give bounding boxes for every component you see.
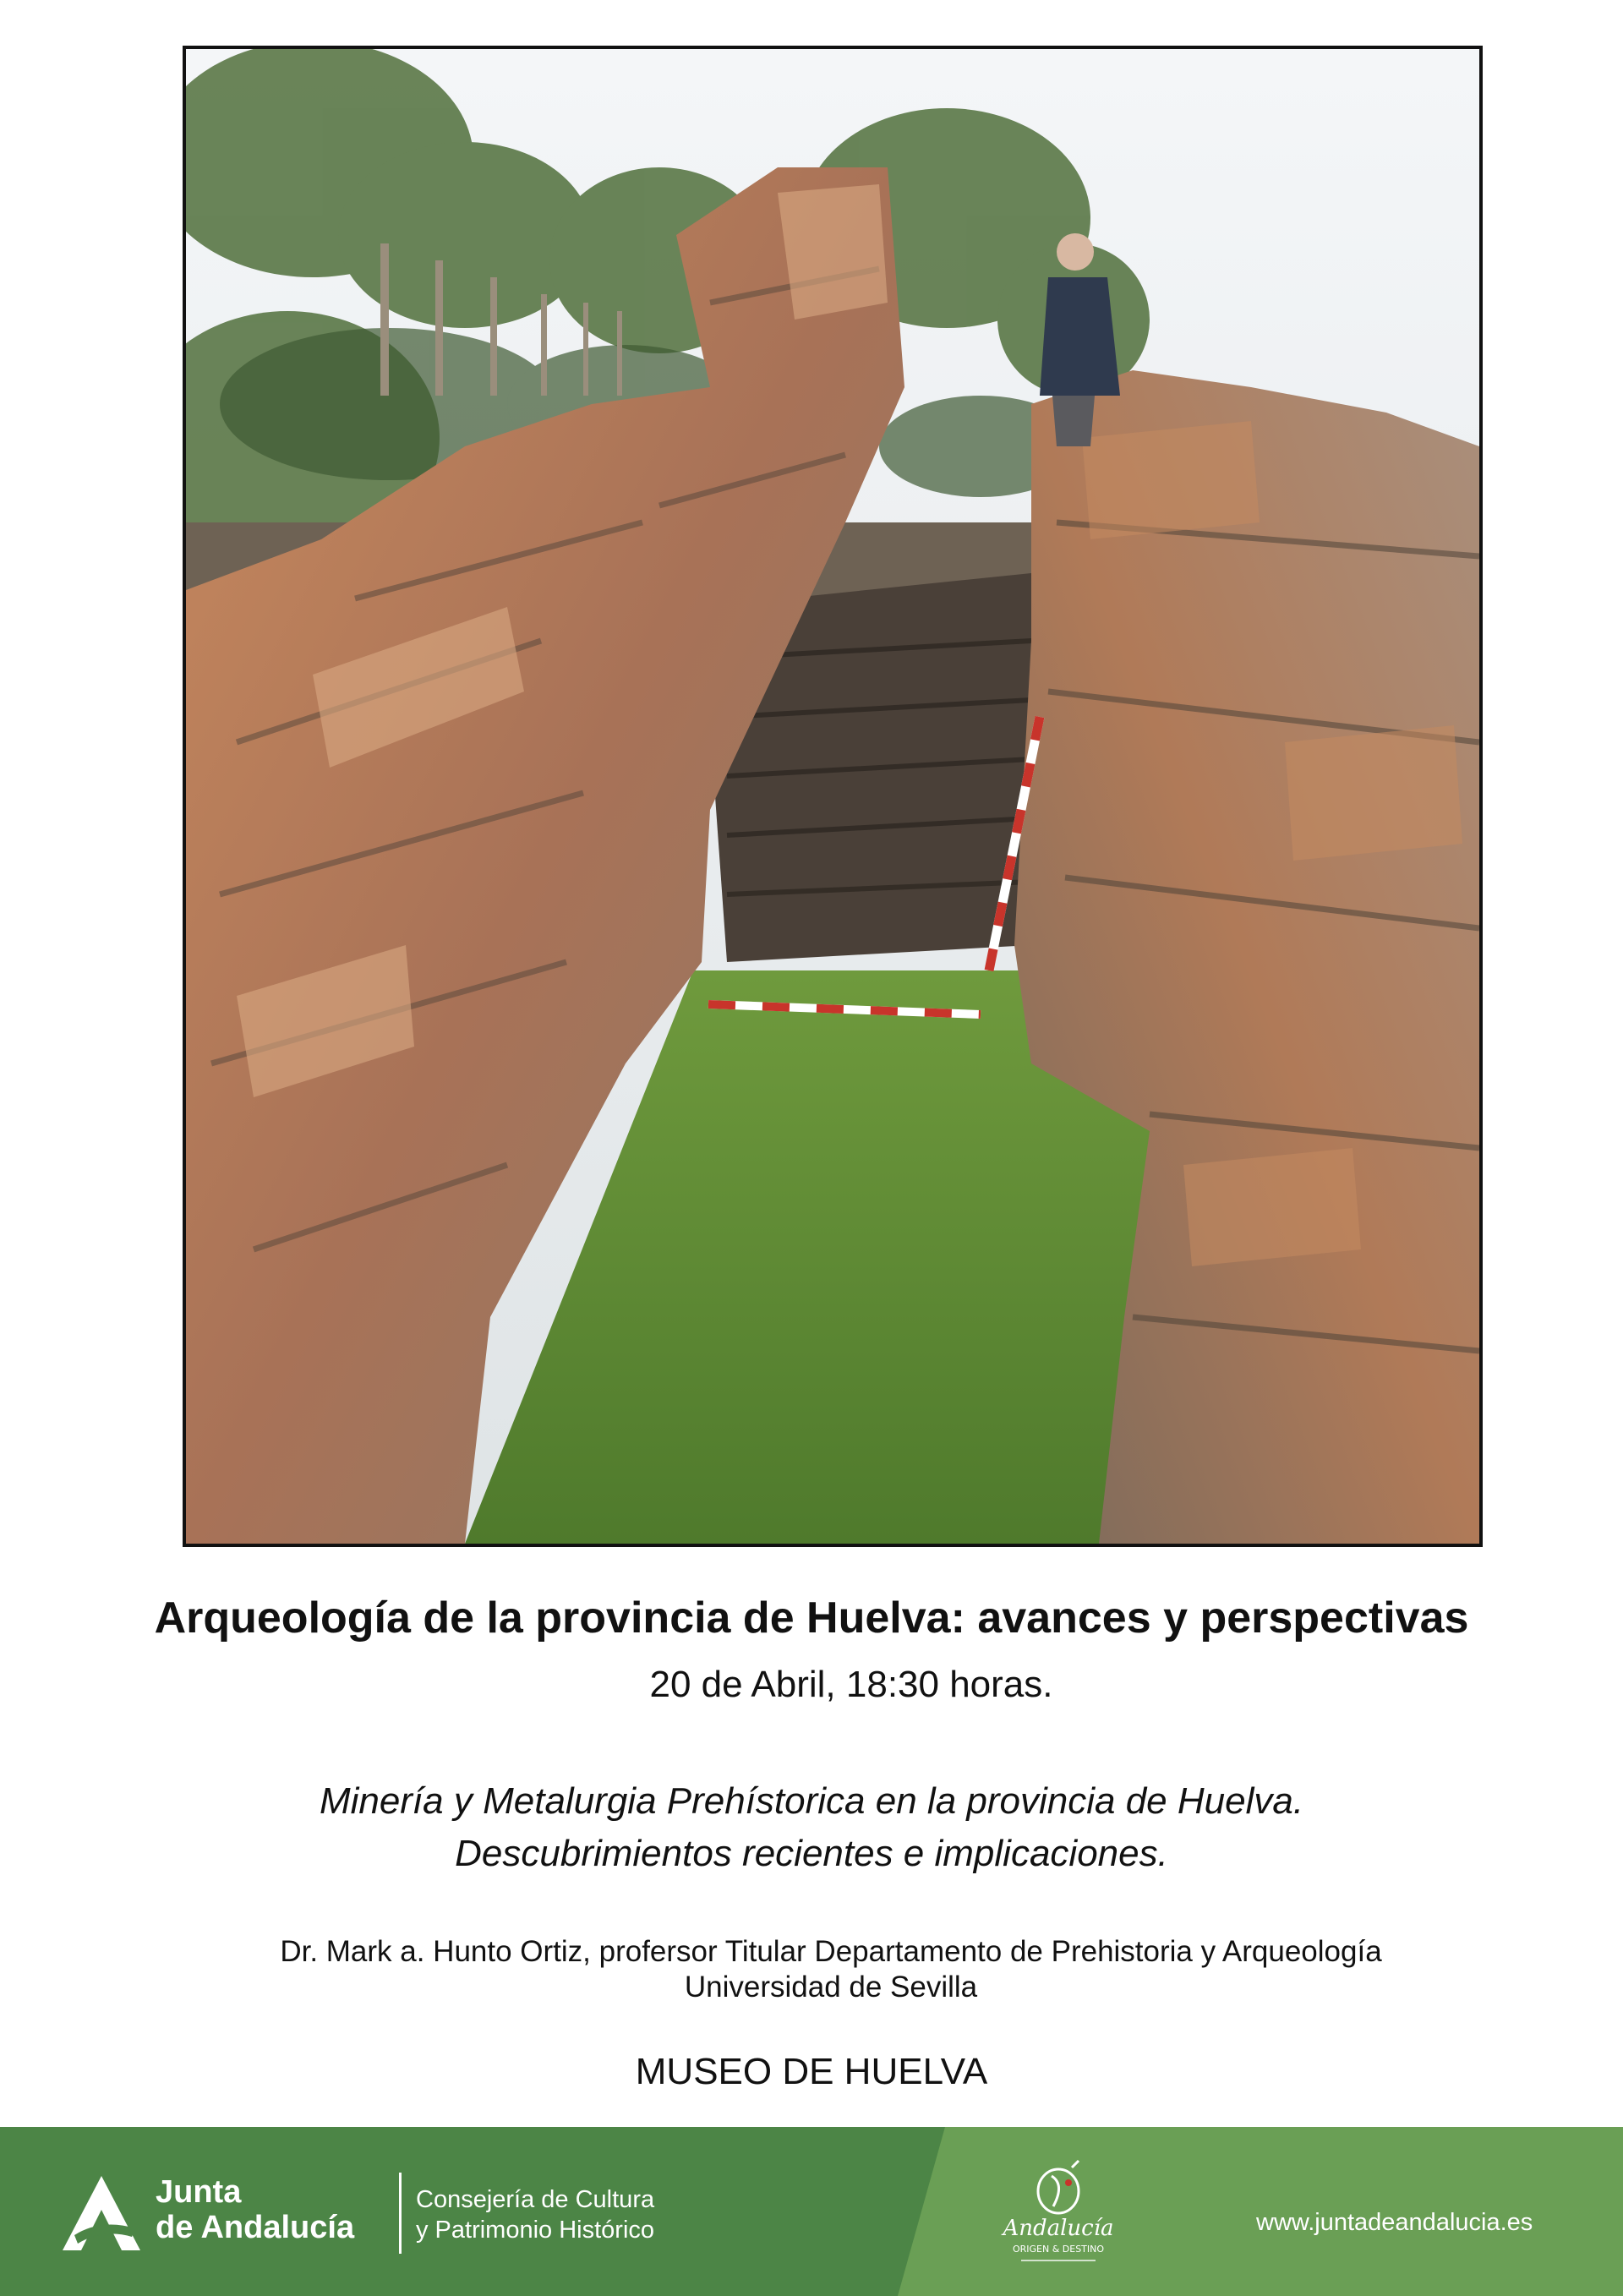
talk-title-line-1: Minería y Metalurgia Prehístorica en la provincia de Huelva. <box>319 1780 1304 1822</box>
megalithic-stone-tomb-photo <box>186 49 1479 1544</box>
brand-line-1: Junta <box>156 2174 242 2210</box>
andalucia-origen-destino-logo-icon <box>987 2159 1129 2269</box>
footer-bar <box>0 2127 1623 2296</box>
department-text <box>416 2184 654 2245</box>
junta-brand-text <box>156 2174 354 2245</box>
venue-name: MUSEO DE HUELVA <box>635 2051 988 2092</box>
event-photo <box>183 46 1483 1547</box>
dept-line-1: Consejería de Cultura <box>416 2186 655 2213</box>
brand-line-2: de Andalucía <box>156 2210 355 2245</box>
event-title: Arqueología de la provincia de Huelva: avances y perspectivas <box>154 1594 1469 1643</box>
event-date: 20 de Abril, 18:30 horas. <box>649 1664 1053 1705</box>
dept-line-2: y Patrimonio Histórico <box>416 2217 655 2244</box>
talk-title <box>0 1775 1623 1880</box>
andalucia-mark-tagline: ORIGEN & DESTINO <box>1012 2244 1105 2255</box>
speaker-line-2: Universidad de Sevilla <box>684 1971 978 2004</box>
website-link[interactable]: www.juntadeandalucia.es <box>1256 2209 1533 2236</box>
talk-title-line-2: Descubrimientos recientes e implicaciones. <box>455 1833 1168 1874</box>
speaker-info <box>0 1934 1623 2005</box>
brand-separator <box>399 2173 402 2254</box>
andalucia-mark-word: Andalucía <box>1003 2216 1114 2241</box>
speaker-line-1: Dr. Mark a. Hunto Ortiz, profersor Titular Departamento de Prehistoria y Arqueología <box>280 1935 1382 1968</box>
junta-a-logo-icon <box>57 2173 145 2254</box>
